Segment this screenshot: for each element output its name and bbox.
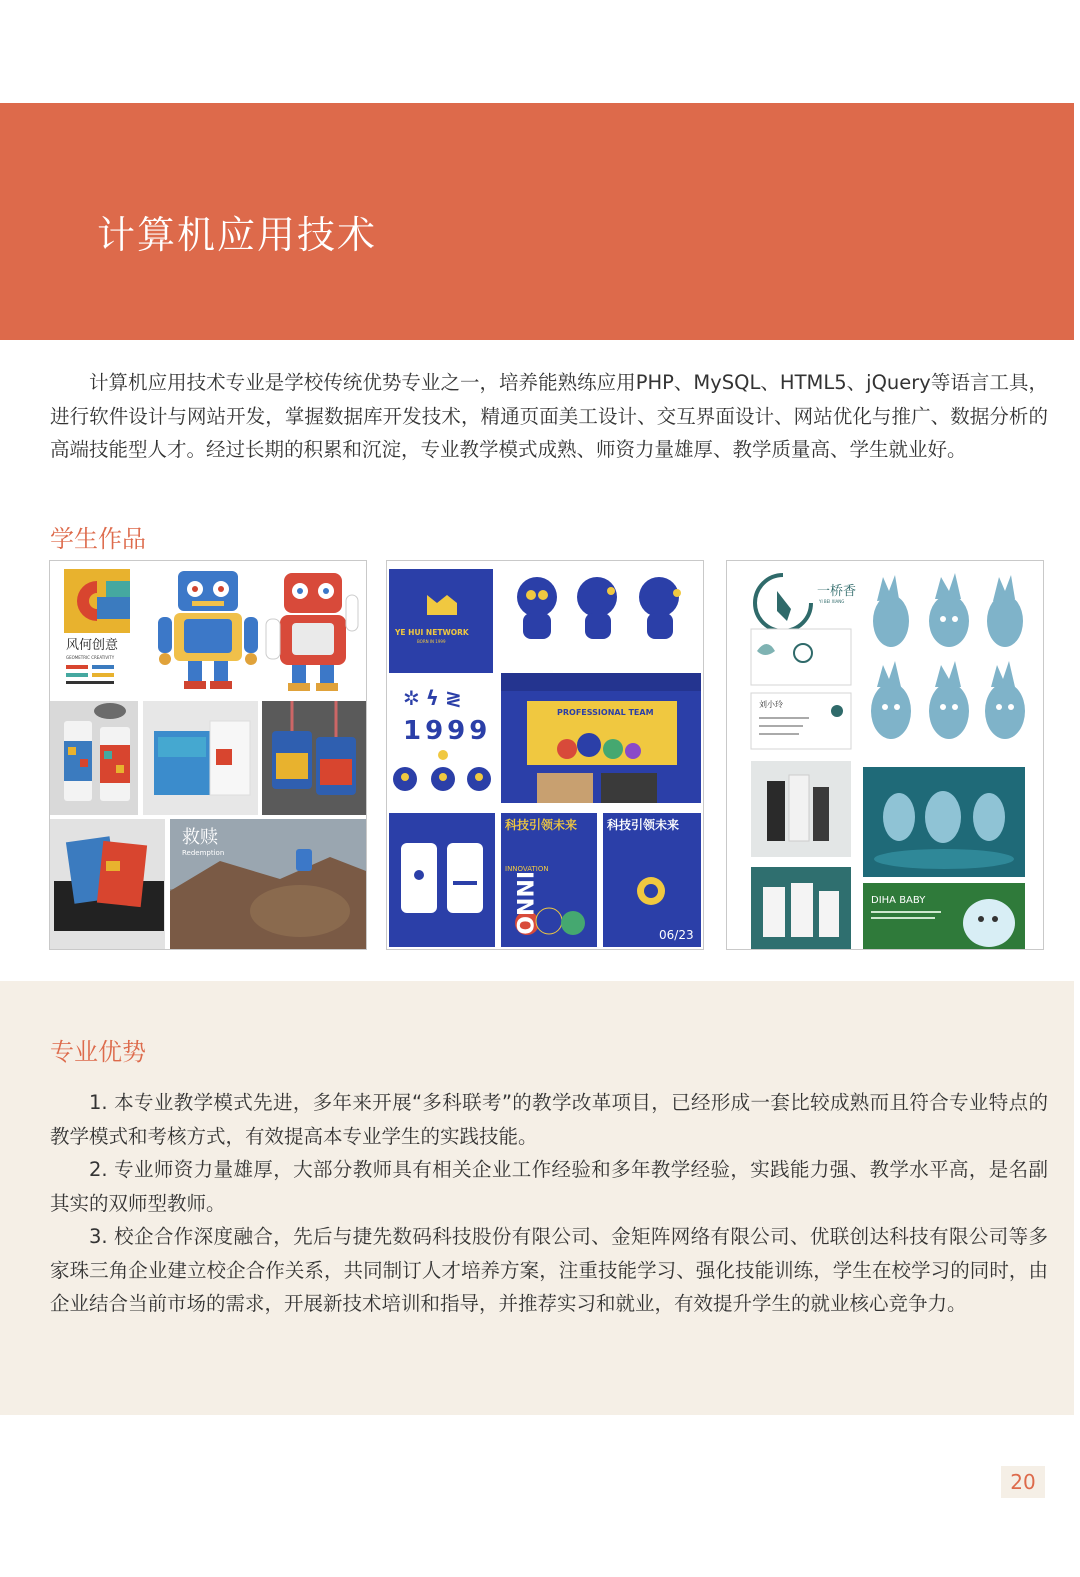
svg-text:GEOMETRIC CREATIVITY: GEOMETRIC CREATIVITY	[66, 655, 115, 660]
advantage-item: 1. 本专业教学模式先进，多年来开展“多科联考”的教学改革项目，已经形成一套比较成熟而且符合专业特点的教学模式和考核方式，有效提高本专业学生的实践技能。	[50, 1091, 1048, 1148]
page-title: 计算机应用技术	[97, 213, 378, 257]
svg-text:科技引领未来: 科技引领未来	[607, 818, 680, 832]
works-heading: 学生作品	[50, 525, 146, 553]
svg-text:YI BEI XIANG: YI BEI XIANG	[819, 599, 845, 604]
svg-text:Redemption: Redemption	[182, 849, 225, 857]
banner-text: DIHA BABY	[871, 895, 926, 906]
card-name-text: 刘小玲	[759, 700, 783, 709]
poster-title-text: 科技引领未来	[505, 818, 578, 832]
brand-text: YE HUI NETWORK	[395, 628, 469, 637]
page-number: 20	[1001, 1466, 1045, 1498]
advantage-item: 3. 校企合作深度融合，先后与捷先数码科技股份有限公司、金矩阵网络有限公司、优联创达科技有限公司等多家珠三角企业建立校企合作关系，共同制订人才培养方案，注重技能学习、强化技能训练，学生在校学习的同时，由企业结合当前市场的需求，开展新技术培训和指导，并推荐实习和就业，有效提升学生的就业核心竞争力。	[50, 1225, 1048, 1315]
works-panel-1	[49, 560, 367, 950]
works-collage-1	[50, 561, 366, 949]
works-panel-2	[386, 560, 704, 950]
svg-text:BORN IN 1999: BORN IN 1999	[417, 639, 446, 644]
poster-date-text: 06/23	[659, 928, 694, 942]
svg-text:INNOVATION: INNOVATION	[505, 865, 549, 873]
year-text: 1999	[403, 716, 492, 746]
advantage-item: 2. 专业师资力量雄厚，大部分教师具有相关企业工作经验和多年教学经验，实践能力强、教学水平高，是名副其实的双师型教师。	[50, 1158, 1048, 1215]
web-title-text: PROFESSIONAL TEAM	[557, 708, 654, 717]
works-collage-2	[387, 561, 703, 949]
poster-title-text: 救赎	[182, 827, 218, 848]
works-panel-3	[726, 560, 1044, 950]
svg-text:✲ϟ≷: ✲ϟ≷	[403, 686, 468, 710]
brand-name-text: 风何创意	[66, 638, 119, 653]
advantages-list	[50, 1086, 1048, 1321]
intro-text: 计算机应用技术专业是学校传统优势专业之一，培养能熟练应用PHP、MySQL、HTML5、jQuery等语言工具，进行软件设计与网站开发，掌握数据库开发技术，精通页面美工设计、交互界面设计、网站优化与推广、数据分析的高端技能型人才。经过长期的积累和沉淀，专业教学模式成熟、师资力量雄厚、教学质量高、学生就业好。	[50, 371, 1048, 461]
works-collage-3	[727, 561, 1043, 949]
intro-paragraph	[50, 366, 1048, 467]
advantages-heading: 专业优势	[50, 1038, 146, 1066]
svg-text:INNO: INNO	[511, 871, 536, 935]
brand-text: 一桥香	[817, 584, 857, 599]
